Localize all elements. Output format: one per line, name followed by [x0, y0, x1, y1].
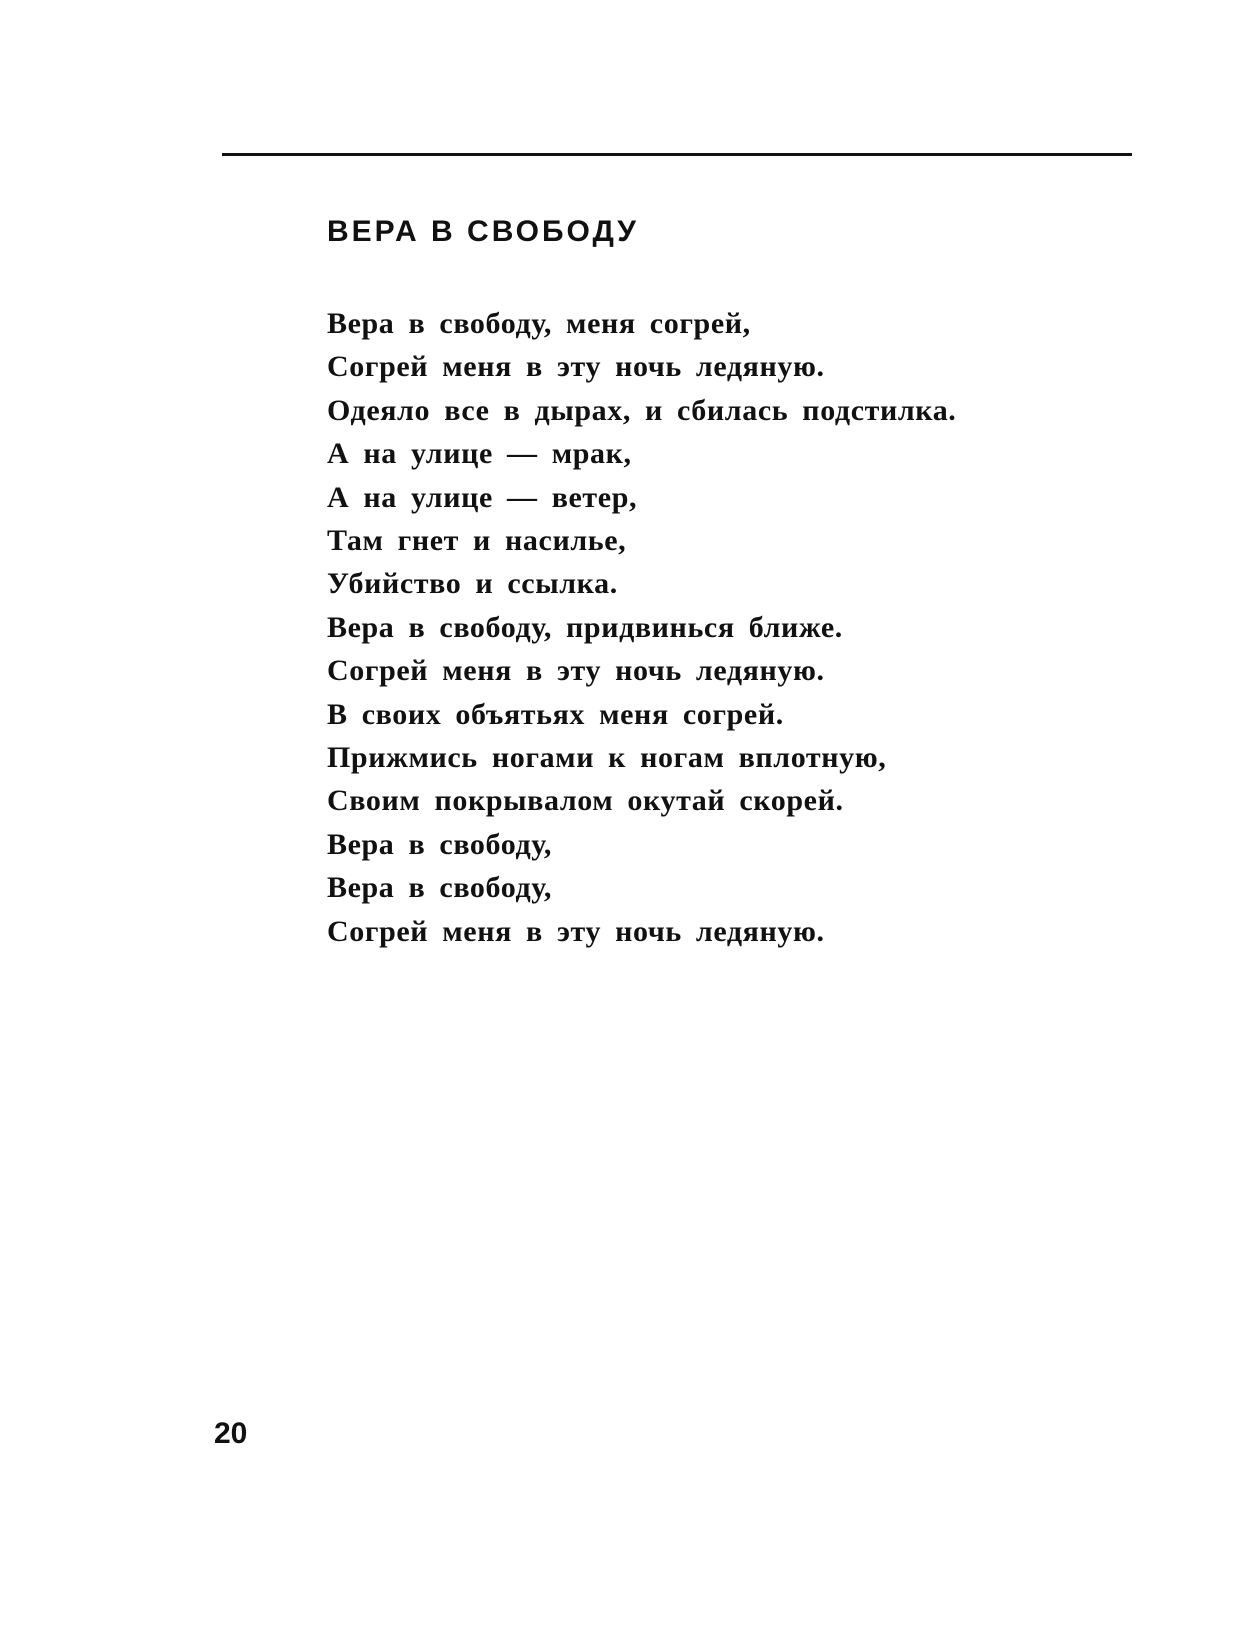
page-number: 20 — [214, 1417, 248, 1450]
poem-line: Вера в свободу, — [327, 871, 552, 905]
poem-body — [327, 302, 956, 953]
poem-line: Вера в свободу, меня согрей, — [327, 307, 751, 340]
poem-line: Своим покрывалом окутай скорей. — [327, 784, 844, 818]
poem-line: А на улице — мрак, — [327, 437, 632, 471]
poem-title: ВЕРА В СВОБОДУ — [327, 215, 639, 248]
poem-line: А на улице — ветер, — [327, 480, 638, 514]
poem-line: Согрей меня в эту ночь ледяную. — [327, 654, 825, 688]
poem-line: Согрей меня в эту ночь ледяную. — [327, 350, 825, 384]
top-rule — [222, 153, 1132, 156]
poem-line: В своих объятьях меня согрей. — [327, 697, 784, 731]
poem-line: Согрей меня в эту ночь ледяную. — [327, 914, 825, 948]
poem-line: Там гнет и насилье, — [327, 524, 627, 558]
poem-line: Вера в свободу, придвинься ближе. — [327, 610, 843, 644]
poem-line: Прижмись ногами к ногам вплотную, — [327, 741, 887, 775]
poem-line: Одеяло все в дырах, и сбилась подстилка. — [327, 393, 957, 427]
poem-line: Вера в свободу, — [327, 827, 552, 861]
poem-line: Убийство и ссылка. — [327, 567, 618, 601]
